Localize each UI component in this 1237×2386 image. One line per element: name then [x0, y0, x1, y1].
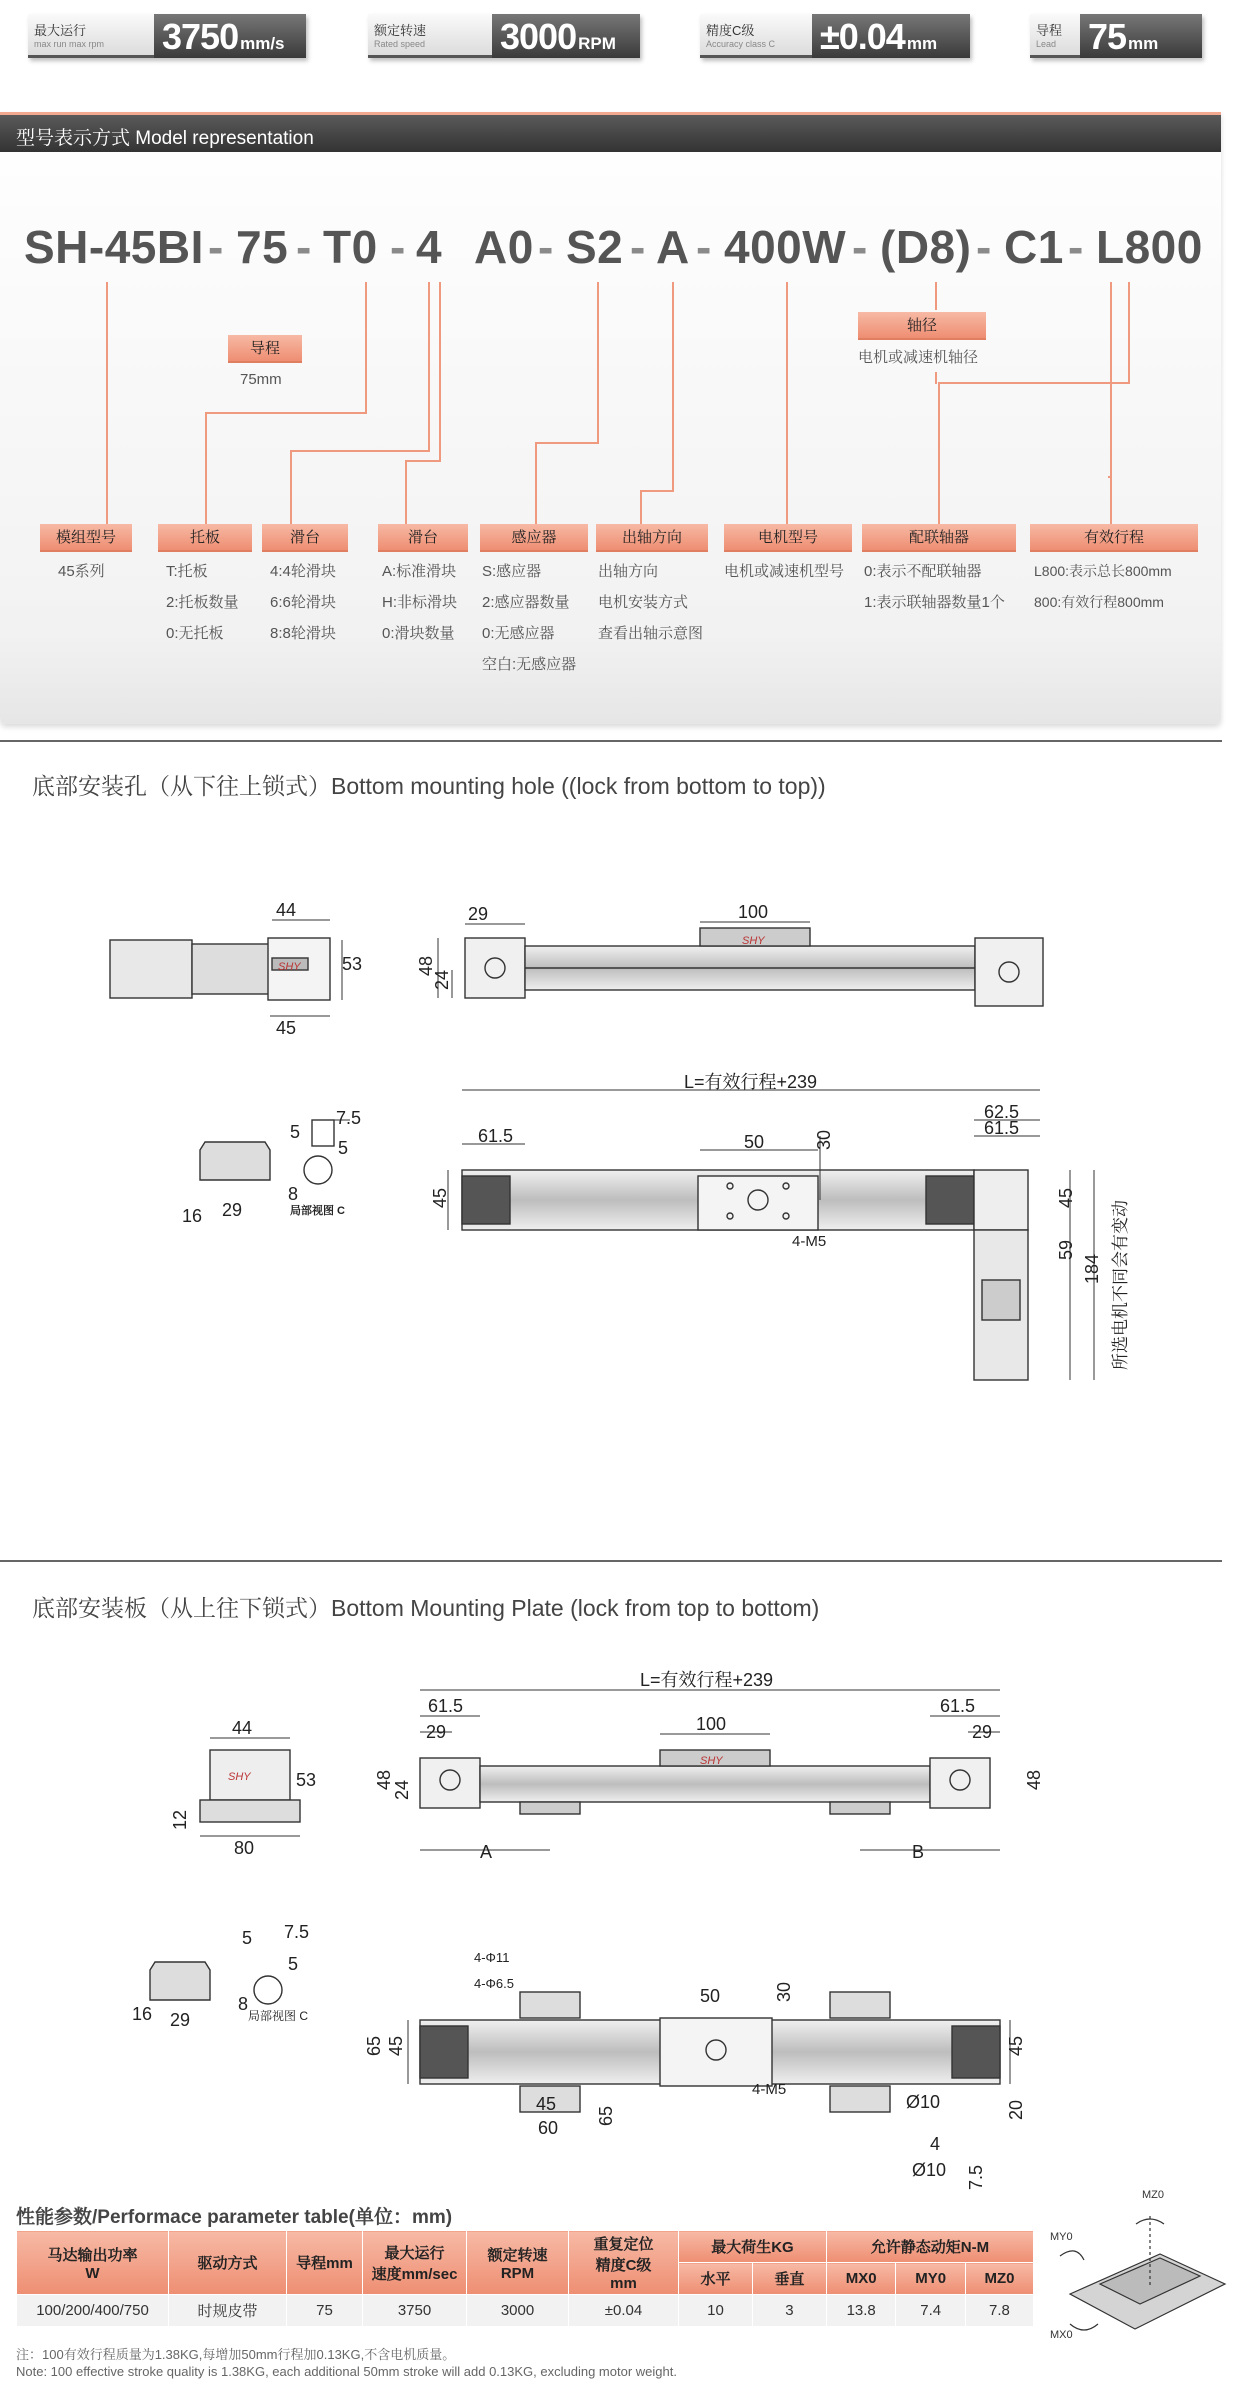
dim-80: 80 — [234, 1838, 255, 1858]
desc-line: 0:无托板 — [166, 625, 224, 642]
note-cn: 注：100有效行程质量为1.38KG,每增加50mm行程加0.13KG,不含电机质量。 — [16, 2347, 456, 2362]
brand-logo: SHY — [278, 961, 301, 973]
desc-line: 1:表示联轴器数量1个 — [864, 594, 1005, 611]
code-sep: - — [630, 221, 646, 273]
dim-61-5-left: 61.5 — [478, 1126, 514, 1146]
dim-61-5-right: 61.5 — [940, 1696, 976, 1716]
th-mx: MX0 — [826, 2263, 896, 2295]
cell-mx: 13.8 — [826, 2295, 896, 2327]
dim-48-left: 48 — [374, 1769, 394, 1790]
dim-8: 8 — [238, 1994, 249, 2014]
moment-axis-diagram — [1040, 2184, 1230, 2344]
axis-mx-label: MX0 — [1050, 2329, 1073, 2341]
spec-unit: mm — [1128, 34, 1159, 53]
desc-line: 45系列 — [58, 563, 105, 580]
code-lead: 75 — [236, 221, 289, 273]
brand-logo: SHY — [700, 1755, 723, 1767]
label-b: B — [912, 1842, 925, 1862]
desc-line: 0:无感应器 — [482, 625, 555, 642]
desc-line: 出轴方向 — [598, 563, 659, 580]
section-title-plate: 底部安装板（从上往下锁式）Bottom Mounting Plate (lock from top to bottom) — [32, 1595, 820, 1621]
section-title-hole: 底部安装孔（从下往上锁式）Bottom mounting hole ((lock from bottom to top)) — [32, 773, 826, 799]
tag-slider: 滑台 — [378, 524, 468, 552]
dim-12: 12 — [170, 1809, 190, 1830]
dim-50: 50 — [700, 1986, 721, 2006]
dim-45-right: 45 — [1056, 1187, 1076, 1208]
brand-logo: SHY — [228, 1771, 251, 1783]
code-sep: - — [390, 221, 406, 273]
spec-unit: mm/s — [240, 34, 285, 53]
dim-5b: 5 — [338, 1138, 349, 1158]
dim-100: 100 — [696, 1714, 727, 1734]
tag-sensor: 感应器 — [480, 524, 588, 552]
dim-24: 24 — [392, 1779, 412, 1800]
dim-100: 100 — [738, 902, 769, 922]
spec-accuracy — [700, 14, 970, 58]
brand-logo: SHY — [742, 935, 765, 947]
dim-5a: 5 — [242, 1928, 253, 1948]
cell-horizontal: 10 — [679, 2295, 753, 2327]
dim-7-5b: 7.5 — [966, 2164, 986, 2190]
dim-5a: 5 — [290, 1122, 301, 1142]
perf-table — [16, 2230, 1034, 2327]
dim-44: 44 — [276, 900, 297, 920]
spec-label: 精度C级 — [706, 23, 755, 38]
dim-48-right: 48 — [1024, 1769, 1044, 1790]
dim-60: 60 — [538, 2118, 559, 2138]
spec-value: 3750 — [162, 16, 239, 57]
dim-45-left: 45 — [430, 1187, 450, 1208]
desc-line: 2:托板数量 — [166, 594, 239, 611]
dim-53: 53 — [296, 1770, 317, 1790]
tag-plate: 托板 — [158, 524, 252, 552]
cell-rpm: 3000 — [467, 2295, 569, 2327]
desc-line: 电机或减速机型号 — [724, 563, 845, 580]
tag-shaft-desc: 电机或减速机轴径 — [858, 349, 979, 366]
desc-line: 4:4轮滑块 — [270, 563, 336, 580]
dim-61-5-left: 61.5 — [428, 1696, 464, 1716]
section-divider — [0, 1560, 1222, 1562]
dim-29-right: 29 — [972, 1722, 993, 1742]
code-sep: - — [1068, 221, 1084, 273]
spec-label-en: Lead — [1036, 39, 1057, 49]
tag-coupling: 配联轴器 — [862, 524, 1016, 552]
view-label: 局部视图 C — [290, 1205, 345, 1217]
axis-mz-label: MZ0 — [1142, 2189, 1164, 2201]
dim-65b: 65 — [596, 2105, 616, 2126]
spec-label: 导程 — [1036, 23, 1063, 38]
note-en: Note: 100 effective stroke quality is 1.38KG, each additional 50mm stroke will add 0.13KG, excluding motor weight. — [16, 2364, 677, 2379]
code-plate: T0 — [323, 221, 378, 273]
dim-4-m5: 4-M5 — [792, 1233, 827, 1250]
desc-line: H:非标滑块 — [382, 594, 458, 611]
dim-20: 20 — [1006, 2099, 1026, 2120]
cell-lead: 75 — [287, 2295, 363, 2327]
spec-unit: mm — [906, 34, 938, 53]
dim-29: 29 — [468, 904, 489, 924]
desc-line: S:感应器 — [482, 563, 542, 580]
table-row — [17, 2295, 1034, 2327]
dim-4: 4 — [930, 2134, 941, 2154]
code-sep: - — [296, 221, 312, 273]
tag-slider: 滑台 — [262, 524, 348, 552]
th-moment: 允许静态动矩N-M — [826, 2231, 1033, 2263]
tag-stroke: 有效行程 — [1030, 524, 1198, 552]
dim-61-5-right: 61.5 — [984, 1118, 1020, 1138]
spec-label-en: Accuracy class C — [706, 39, 776, 49]
code-shaft-diameter: (D8) — [880, 221, 972, 273]
spec-label-en: Rated speed — [374, 39, 426, 49]
th-load: 最大荷生KG — [679, 2231, 827, 2263]
desc-line: 0:滑块数量 — [382, 625, 455, 642]
desc-line: 6:6轮滑块 — [270, 594, 336, 611]
code-slider-wheels: 4 — [416, 221, 443, 273]
hole-11: 4-Φ11 — [474, 1950, 510, 1965]
cell-my: 7.4 — [896, 2295, 966, 2327]
desc-line: 空白:无感应器 — [482, 656, 577, 673]
dim-45-right: 45 — [1006, 2035, 1026, 2056]
th-vertical: 垂直 — [752, 2263, 826, 2295]
spec-value: ±0.04 — [820, 16, 905, 57]
code-sep: - — [976, 221, 992, 273]
dim-5b: 5 — [288, 1954, 299, 1974]
desc-line: 查看出轴示意图 — [598, 625, 704, 642]
dim-29-left: 29 — [426, 1722, 447, 1742]
th-lead: 导程mm — [287, 2231, 363, 2295]
th-drive: 驱动方式 — [169, 2231, 287, 2295]
code-sep: - — [852, 221, 868, 273]
dim-45-bottom: 45 — [536, 2094, 557, 2114]
th-my: MY0 — [896, 2263, 966, 2295]
spec-rated-speed — [368, 14, 640, 58]
tag-model: 模组型号 — [40, 524, 132, 552]
spec-max-speed — [28, 14, 306, 58]
hole-6-5: 4-Φ6.5 — [474, 1976, 515, 1991]
dim-7-5: 7.5 — [336, 1108, 362, 1128]
desc-line: L800:表示总长800mm — [1034, 563, 1172, 579]
cell-drive: 时规皮带 — [169, 2295, 287, 2327]
spec-label: 最大运行 — [34, 23, 87, 38]
desc-line: 电机安装方式 — [598, 594, 689, 611]
spec-label: 额定转速 — [374, 23, 427, 38]
desc-line: 2:感应器数量 — [482, 594, 570, 611]
axis-my-label: MY0 — [1050, 2231, 1073, 2243]
dim-dia-10: Ø10 — [906, 2092, 941, 2112]
cell-accuracy: ±0.04 — [569, 2295, 679, 2327]
motor-note: 所选电机不同会有变动 — [1111, 1200, 1130, 1370]
dim-16: 16 — [182, 1206, 203, 1226]
section-divider — [0, 740, 1222, 742]
tag-shaft-direction: 出轴方向 — [596, 524, 708, 552]
code-sensor: S2 — [566, 221, 624, 273]
th-power: 马达输出功率 W — [17, 2231, 169, 2295]
spec-lead — [1030, 14, 1202, 58]
dim-48: 48 — [416, 955, 436, 976]
dim-45: 45 — [276, 1018, 297, 1038]
model-representation-header: 型号表示方式 Model representation — [0, 112, 1221, 152]
dim-184: 184 — [1082, 1253, 1102, 1284]
code-coupling: C1 — [1004, 221, 1064, 273]
code-stroke: L800 — [1096, 221, 1203, 273]
desc-line: A:标准滑块 — [382, 563, 457, 580]
dim-59: 59 — [1056, 1239, 1076, 1260]
spec-unit: RPM — [578, 34, 616, 53]
tag-motor: 电机型号 — [724, 524, 852, 552]
drawing-bottom-plate — [0, 1640, 1237, 2200]
cell-mz: 7.8 — [965, 2295, 1033, 2327]
th-speed: 最大运行 速度mm/sec — [363, 2231, 467, 2295]
dim-44: 44 — [232, 1718, 253, 1738]
drawing-bottom-hole — [0, 820, 1237, 1520]
code-slider: A0 — [474, 221, 534, 273]
spec-value: 3000 — [500, 16, 577, 57]
dim-29c: 29 — [170, 2010, 191, 2030]
code-sep: - — [208, 221, 224, 273]
spec-label-en: max run max rpm — [34, 39, 105, 49]
dim-7-5: 7.5 — [284, 1922, 310, 1942]
dim-30: 30 — [814, 1129, 834, 1150]
th-horizontal: 水平 — [679, 2263, 753, 2295]
code-sep: - — [538, 221, 554, 273]
th-accuracy: 重复定位 精度C级 mm — [569, 2231, 679, 2295]
code-model: SH-45BI — [24, 221, 204, 273]
dim-62-5: 62.5 — [984, 1102, 1020, 1122]
perf-table-title: 性能参数/Performace parameter table(单位：mm) — [16, 2207, 453, 2228]
dim-65: 65 — [364, 2035, 384, 2056]
cell-vertical: 3 — [752, 2295, 826, 2327]
dim-53: 53 — [342, 954, 363, 974]
desc-line: T:托板 — [166, 563, 208, 580]
dim-30: 30 — [774, 1981, 794, 2002]
dim-dia-10b: Ø10 — [912, 2160, 947, 2180]
cell-speed: 3750 — [363, 2295, 467, 2327]
view-label: 局部视图 C — [248, 2009, 309, 2023]
dim-45-left: 45 — [386, 2035, 406, 2056]
tag-lead: 导程 — [228, 335, 302, 363]
tag-shaft: 轴径 — [858, 312, 986, 340]
desc-line: 0:表示不配联轴器 — [864, 563, 982, 580]
desc-line: 800:有效行程800mm — [1034, 594, 1164, 610]
desc-line: 8:8轮滑块 — [270, 625, 336, 642]
code-motor: 400W — [724, 221, 847, 273]
tag-lead-desc: 75mm — [240, 371, 282, 388]
dim-l-formula: L=有效行程+239 — [684, 1072, 818, 1092]
dim-l-formula: L=有效行程+239 — [640, 1670, 774, 1690]
dim-24: 24 — [432, 969, 452, 990]
code-shaft-dir: A — [656, 221, 690, 273]
label-a: A — [480, 1842, 493, 1862]
dim-50: 50 — [744, 1132, 765, 1152]
dim-8: 8 — [288, 1184, 299, 1204]
cell-power: 100/200/400/750 — [17, 2295, 169, 2327]
spec-value: 75 — [1088, 16, 1127, 57]
dim-4-m5: 4-M5 — [752, 2081, 787, 2098]
th-mz: MZ0 — [965, 2263, 1033, 2295]
code-sep: - — [696, 221, 712, 273]
dim-16: 16 — [132, 2004, 153, 2024]
th-rpm: 额定转速 RPM — [467, 2231, 569, 2295]
dim-29b: 29 — [222, 1200, 243, 1220]
